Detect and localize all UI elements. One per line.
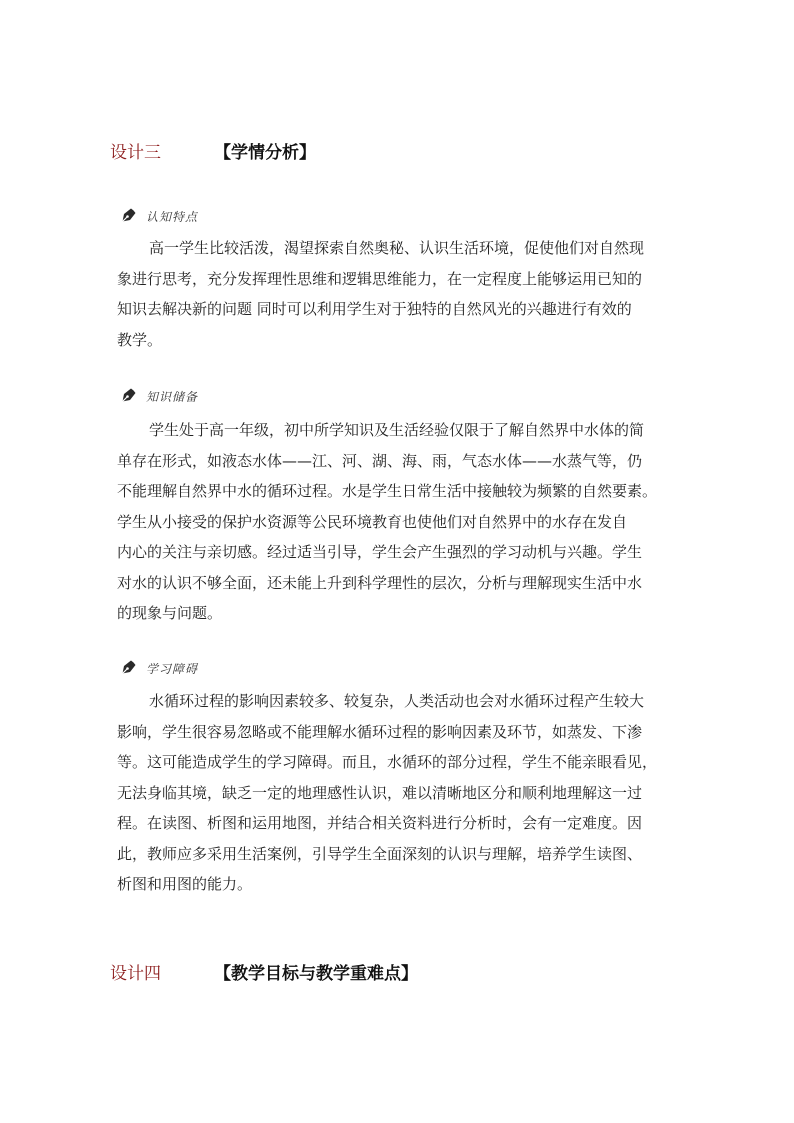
text-line: 影响，学生很容易忽略或不能理解水循环过程的影响因素及环节，如蒸发、下渗 (117, 722, 643, 741)
text-line: 学生处于高一年级，初中所学知识及生活经验仅限于了解自然界中水体的简 (149, 421, 645, 439)
text-line: 此，教师应多采用生活案例，引导学生全面深刻的认识与理解，培养学生读图、 (117, 844, 643, 863)
text-line: 内心的关注与亲切感。经过适当引导，学生会产生强烈的学习动机与兴趣。学生 (117, 543, 643, 561)
text-line: 等。这可能造成学生的学习障碍。而且，水循环的部分过程，学生不能亲眼看见， (117, 753, 658, 771)
text-line: 的现象与问题。 (117, 604, 223, 622)
section-heading-4 (110, 964, 418, 984)
text-line: 学生从小接受的保护水资源等公民环境教育也使他们对自然界中的水存在发自 (117, 512, 628, 531)
text-line: 教学。 (117, 330, 163, 349)
section-heading-3 (110, 143, 316, 163)
text-line: 不能理解自然界中水的循环过程。水是学生日常生活中接触较为频繁的自然要素。 (117, 482, 658, 500)
paragraph-knowledge-base (117, 415, 679, 629)
subheading-learning-obstacles (120, 652, 198, 676)
text-line: 无法身临其境，缺乏一定的地理感性认识，难以清晰地区分和顺利地理解这一过 (117, 783, 643, 802)
text-line: 象进行思考，充分发挥理性思维和逻辑思维能力，在一定程度上能够运用已知的 (117, 269, 643, 288)
text-line: 程。在读图、析图和运用地图，并结合相关资料进行分析时，会有一定难度。因 (117, 814, 643, 832)
section-title: 【教学目标与教学重难点】 (214, 964, 418, 984)
text-line: 水循环过程的影响因素较多、较复杂，人类活动也会对水循环过程产生较大 (149, 692, 645, 710)
paragraph-learning-obstacles (117, 686, 679, 900)
subheading-knowledge-base (120, 380, 198, 404)
text-line: 单存在形式，如液态水体——江、河、湖、海、雨，气态水体——水蒸气等，仍 (117, 451, 643, 470)
subheading-label: 认知特点 (146, 210, 199, 224)
fountain-pen-icon (120, 652, 144, 676)
text-line: 对水的认识不够全面，还未能上升到科学理性的层次，分析与理解现实生活中水 (117, 573, 643, 592)
paragraph-cognitive-traits (117, 233, 679, 355)
subheading-label: 知识储备 (146, 390, 199, 404)
subheading-cognitive-traits (120, 200, 198, 224)
text-line: 高一学生比较活泼，渴望探索自然奥秘、认识生活环境，促使他们对自然现 (149, 239, 645, 257)
section-title: 【学情分析】 (214, 143, 316, 163)
section-number: 设计四 (110, 964, 161, 984)
fountain-pen-icon (120, 200, 144, 224)
text-line: 知识去解决新的问题 同时可以利用学生对于独特的自然风光的兴趣进行有效的 (117, 300, 632, 318)
subheading-label: 学习障碍 (146, 662, 199, 676)
text-line: 析图和用图的能力。 (117, 875, 253, 893)
fountain-pen-icon (120, 380, 144, 404)
section-number: 设计三 (110, 143, 161, 163)
